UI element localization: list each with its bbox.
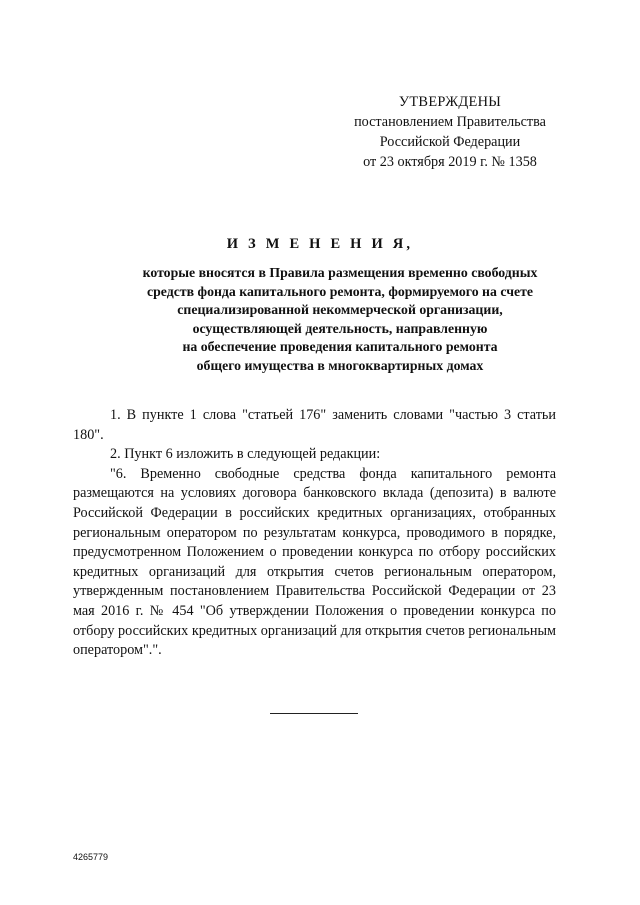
closing-divider: [270, 713, 358, 714]
subtitle-line: средств фонда капитального ремонта, формируемого на счете: [147, 283, 533, 299]
document-number: 4265779: [73, 852, 109, 862]
approval-block: [340, 92, 560, 172]
subtitle-line: на обеспечение проведения капитального ремонта: [182, 339, 498, 355]
approval-heading: УТВЕРЖДЕНЫ: [398, 94, 502, 110]
approval-line-country: Российской Федерации: [379, 134, 521, 150]
document-body: [73, 406, 556, 661]
approval-line-date-number: от 23 октября 2019 г. № 1358: [363, 154, 537, 170]
document-title: И З М Е Н Е Н И Я,: [226, 236, 414, 252]
subtitle-line: осуществляющей деятельность, направленную: [192, 320, 488, 336]
subtitle-line: специализированной некоммерческой организации,: [177, 302, 503, 318]
subtitle-line: которые вносятся в Правила размещения временно свободных: [142, 265, 538, 280]
approval-line-decree: постановлением Правительства: [354, 114, 546, 130]
paragraph-item-1: 1. В пункте 1 слова "статьей 176" заменить словами "частью 3 статьи 180".: [73, 407, 556, 443]
subtitle-line: общего имущества в многоквартирных домах: [196, 357, 484, 373]
document-subtitle: [60, 264, 620, 376]
paragraph-item-2: 2. Пункт 6 изложить в следующей редакции:: [110, 446, 381, 463]
paragraph-item-6-text: "6. Временно свободные средства фонда капитального ремонта размещаются на условиях договора банковского вклада (депозита) в валюте Российской Федерации в российских кредитных организациях, отобранных региональным оператором по результатам конкурса, проводимого в порядке, предусмотренном Положением о проведении конкурса по отбору российских кредитных организаций для открытия счетов региональным оператором, утвержденным постановлением Правительства Российской Федерации от 23 мая 2016 г. № 454 "Об утверждении Положения о проведении конкурса по отбору российских кредитных организаций для открытия счетов региональным оператором".".: [73, 465, 556, 659]
